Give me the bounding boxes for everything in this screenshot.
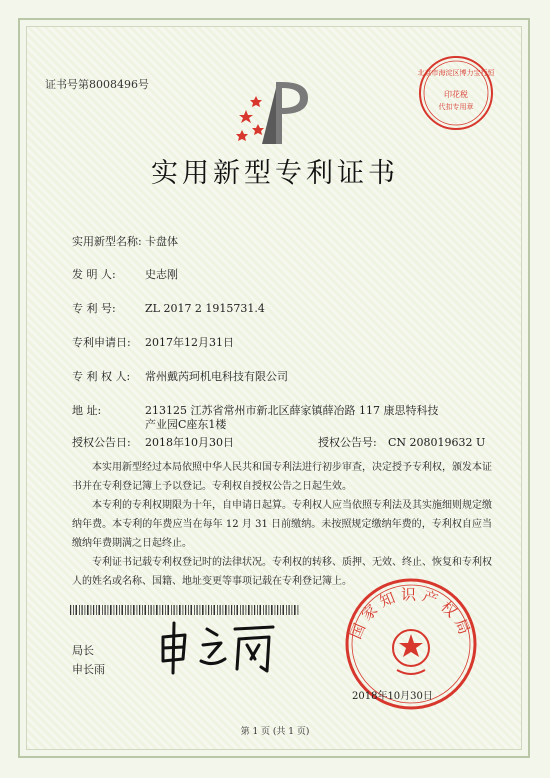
grant-number-label: 授权公告号: <box>318 436 377 449</box>
svg-text:印花税: 印花税 <box>444 90 468 99</box>
field-value-address-line2: 产业园C座东1楼 <box>145 418 227 431</box>
field-value-inventor: 史志刚 <box>145 268 178 281</box>
field-label-address: 地 址: <box>72 404 102 417</box>
field-value-patentee: 常州戴芮珂机电科技有限公司 <box>145 370 288 383</box>
director-signature <box>155 617 285 677</box>
field-label-name: 实用新型名称: <box>72 235 142 248</box>
barcode <box>70 605 300 615</box>
svg-text:北京市海淀区博力宝行恒: 北京市海淀区博力宝行恒 <box>417 69 495 77</box>
svg-text:国家知识产权局: 国家知识产权局 <box>346 585 476 642</box>
field-label-patentee: 专 利 权 人: <box>72 370 131 383</box>
field-value-patent-number: ZL 2017 2 1915731.4 <box>145 302 265 315</box>
field-value-address: 213125 江苏省常州市新北区薛家镇薛冶路 117 康思特科技 <box>145 404 439 417</box>
stamp-duty-seal <box>416 53 496 133</box>
certificate-number: 证书号第8008496号 <box>45 78 149 91</box>
certificate-title: 实用新型专利证书 <box>151 158 399 189</box>
grant-number-value: CN 208019632 U <box>388 436 486 449</box>
field-value-name: 卡盘体 <box>145 235 178 248</box>
field-value-filing-date: 2017年12月31日 <box>145 336 234 349</box>
director-title: 局长 <box>72 644 94 657</box>
paragraph-grant: 本实用新型经过本局依照中华人民共和国专利法进行初步审查，决定授予专利权，颁发本证书并在专利登记簿上予以登记。专利权自授权公告之日起生效。 <box>72 462 492 492</box>
paragraph-status: 专利证书记载专利权登记时的法律状况。专利权的转移、质押、无效、终止、恢复和专利权人的姓名或名称、国籍、地址变更等事项记载在专利登记簿上。 <box>72 557 492 587</box>
page-number: 第 1 页 (共 1 页) <box>240 727 310 737</box>
patent-office-logo-icon <box>232 78 320 148</box>
seal-date: 2018年10月30日 <box>352 691 433 702</box>
svg-text:代扣专用章: 代扣专用章 <box>438 103 474 111</box>
director-name: 申长雨 <box>72 663 105 676</box>
paragraph-term: 本专利的专利权期限为十年，自申请日起算。专利权人应当依照专利法及其实施细则规定缴纳年费。本专利的年费应当在每年 12 月 31 日前缴纳。未按照规定缴纳年费的，专利权自应当缴纳年费期满之日起终止。 <box>72 500 492 549</box>
field-label-inventor: 发 明 人: <box>72 268 116 281</box>
grant-date-label: 授权公告日: <box>72 436 131 449</box>
field-label-patent-number: 专 利 号: <box>72 302 116 315</box>
field-label-filing-date: 专利申请日: <box>72 336 131 349</box>
grant-date-value: 2018年10月30日 <box>145 436 234 449</box>
